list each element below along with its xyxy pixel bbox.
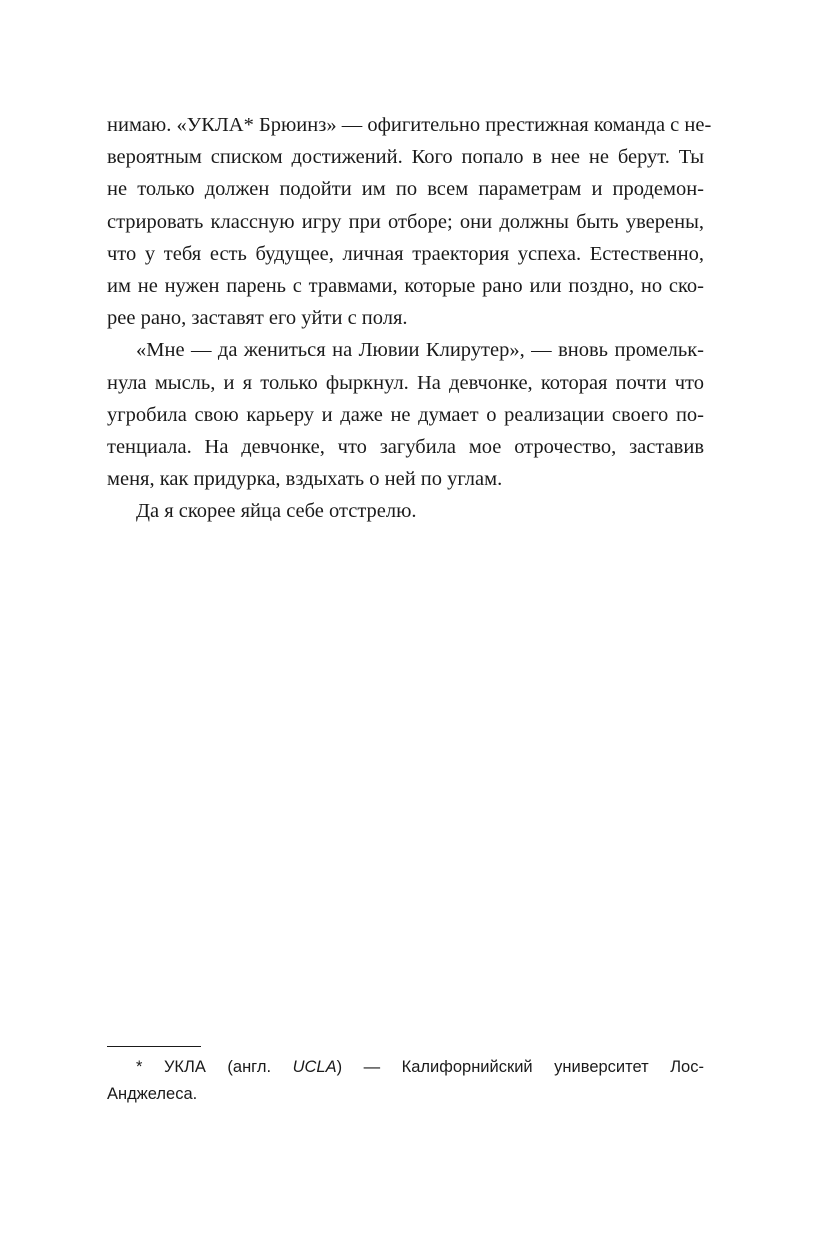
- text-line: «Мне — да жениться на Лювии Клирутер», — вновь промельк-: [136, 339, 704, 362]
- text-line: не только должен подойти им по всем параметрам и продемон-: [107, 178, 704, 201]
- text-line: им не нужен парень с травмами, которые рано или поздно, но ско-: [107, 274, 704, 297]
- text-line: рее рано, заставят его уйти с поля.: [107, 307, 408, 330]
- text-line: тенциала. На девчонке, что загубила мое отрочество, заставив: [107, 435, 704, 458]
- footnote: [107, 1054, 704, 1108]
- paragraph: [107, 109, 712, 334]
- text-line: нимаю. «УКЛА* Брюинз» — офигительно престижная команда с не-: [107, 114, 712, 136]
- text-line: вероятным списком достижений. Кого попало в нее не берут. Ты: [107, 146, 704, 169]
- text-line: что у тебя есть будущее, личная траектория успеха. Естественно,: [107, 242, 704, 265]
- footnote-text: * УКЛА (англ.: [136, 1058, 293, 1076]
- paragraph: [107, 495, 704, 527]
- text-line: меня, как придурка, вздыхать о ней по углам.: [107, 468, 503, 491]
- text-line: нула мысль, и я только фыркнул. На девчонке, которая почти что: [107, 371, 704, 394]
- footnote-line: [107, 1054, 704, 1081]
- footnote-text: ) — Калифорнийский университет Лос-: [336, 1058, 704, 1076]
- text-line: Да я скорее яйца себе отстрелю.: [136, 500, 417, 523]
- footnote-line: Анджелеса.: [107, 1085, 198, 1103]
- text-line: угробила свою карьеру и даже не думает о реализации своего по-: [107, 403, 704, 426]
- paragraph: [107, 334, 704, 495]
- footnote-divider: [107, 1046, 201, 1047]
- text-line: стрировать классную игру при отборе; они должны быть уверены,: [107, 210, 704, 233]
- footnote-abbreviation: UCLA: [292, 1058, 337, 1076]
- main-text: [107, 109, 712, 527]
